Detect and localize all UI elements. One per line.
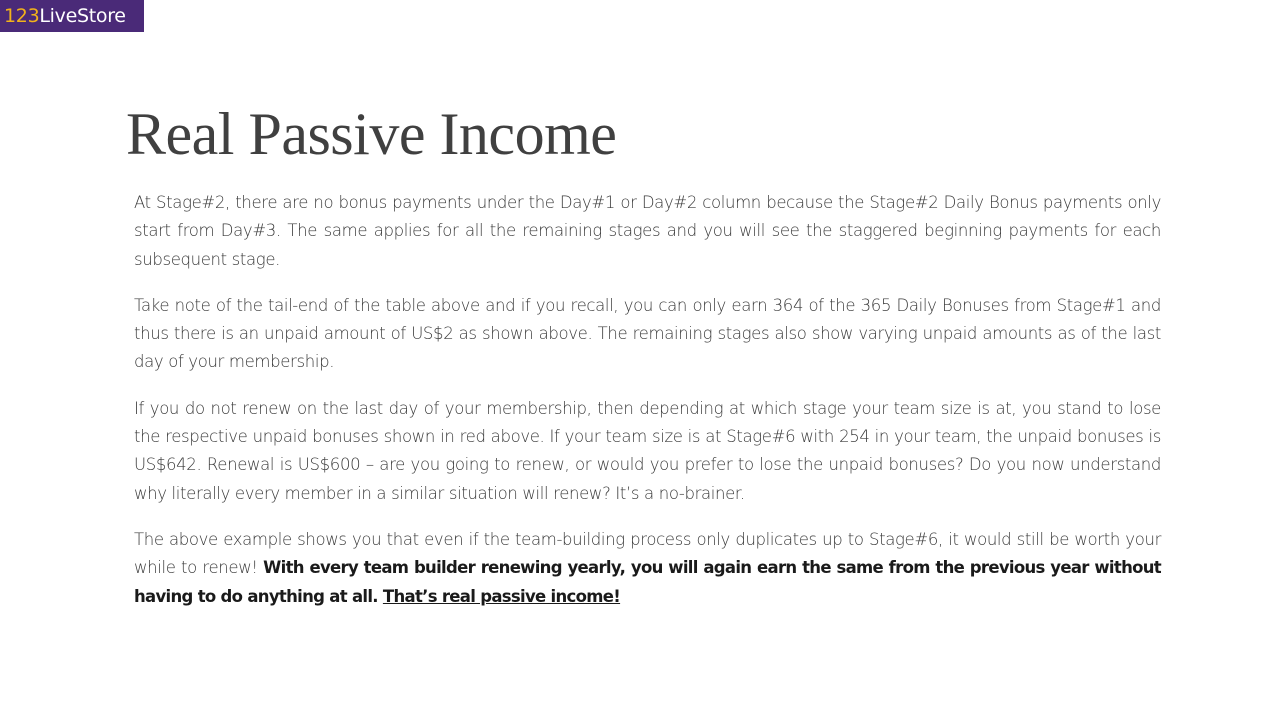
brand-logo bbox=[0, 0, 144, 32]
page-title: Real Passive Income bbox=[126, 101, 617, 167]
conclusion-underlined-text: That’s real passive income! bbox=[382, 586, 621, 606]
paragraph-conclusion bbox=[134, 526, 1161, 611]
logo-digits: 123 bbox=[4, 5, 40, 27]
conclusion-emphasis bbox=[134, 558, 1161, 605]
paragraph-tail-end: Take note of the tail-end of the table above and if you recall, you can only earn 364 of the 365 Daily Bonuses from Stage#1 and thus there is an unpaid amount of US$2 as shown above. The remaining stages also show varying unpaid amounts as of the last day of your membership. bbox=[134, 295, 1161, 372]
paragraph-renewal: If you do not renew on the last day of your membership, then depending at which stage your team size is at, you stand to lose the respective unpaid bonuses shown in red above. If your team size is at Stage#6 with 254 in your team, the unpaid bonuses is US$642. Renewal is US$600 – are you going to renew, or would you prefer to lose the unpaid bonuses? Do you now understand why literally every member in a similar situation will renew? It’s a no-brainer. bbox=[134, 398, 1161, 503]
conclusion-bold-text: With every team builder renewing yearly, you will again earn the same from the previous year without having to do anything at all. bbox=[134, 558, 1161, 606]
logo-name: LiveStore bbox=[39, 5, 126, 27]
paragraph-stage2: At Stage#2, there are no bonus payments under the Day#1 or Day#2 column because the Stage#2 Daily Bonus payments only start from Day#3. The same applies for all the remaining stages and you will see the staggered beginning payments for each subsequent stage. bbox=[134, 193, 1161, 269]
body-content bbox=[134, 189, 1161, 629]
conclusion-text: The above example shows you that even if the team-building process only duplicates up to Stage#6, it would still be worth your while to renew! bbox=[134, 529, 1161, 578]
